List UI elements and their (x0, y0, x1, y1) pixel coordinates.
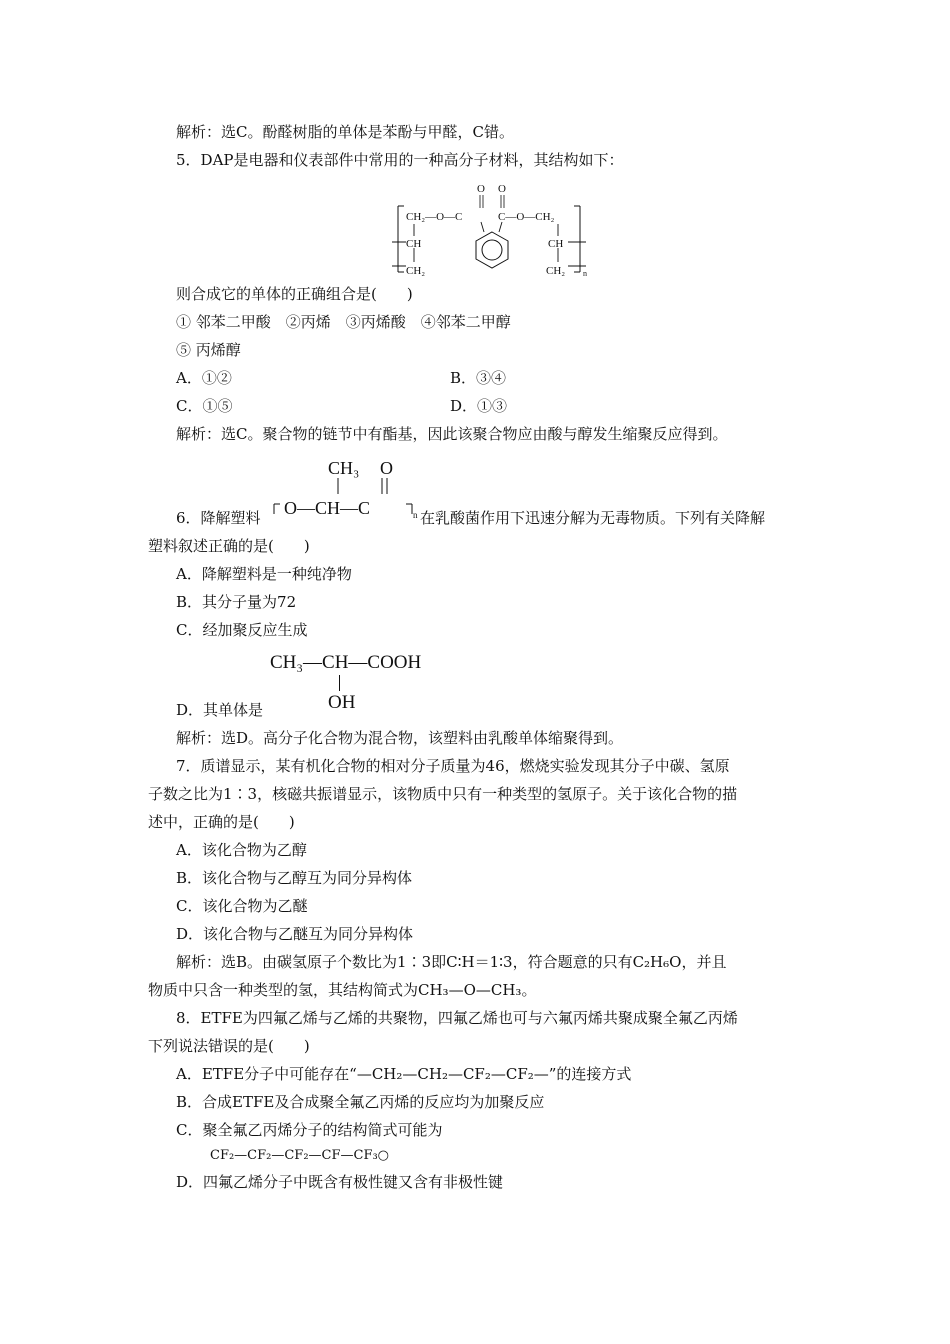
dap-ch-left: CH (406, 238, 422, 250)
q6-option-b: B．其分子量为72 (176, 593, 297, 611)
q5-items-line2: ⑤ 丙烯醇 (176, 341, 241, 359)
q5-option-d: D．①③ (450, 397, 508, 415)
q8-option-c: C．聚全氟乙丙烯分子的结构简式可能为 (176, 1121, 443, 1139)
q6-analysis: 解析：选D。高分子化合物为混合物，该塑料由乳酸单体缩聚得到。 (176, 729, 624, 747)
dap-right-top: C—O—CH₂ (498, 211, 555, 223)
pla-o-top: O (380, 458, 393, 478)
q7-option-c: C．该化合物为乙醚 (176, 897, 308, 915)
q7-option-d: D．该化合物与乙醚互为同分异构体 (176, 925, 414, 943)
q6-stem-suffix: 在乳酸菌作用下迅速分解为无毒物质。下列有关降解 (420, 509, 766, 527)
q6-stem-prefix: 6．降解塑料 (176, 509, 261, 527)
q5-option-c: C．①⑤ (176, 397, 233, 415)
dap-ch2-left: CH₂ (406, 265, 426, 277)
q5-option-b: B．③④ (450, 369, 507, 387)
dap-ch-right: CH (548, 238, 564, 250)
q7-analysis-line1: 解析：选B。由碳氢原子个数比为1∶3即C∶H＝1∶3，符合题意的只有C₂H₆O，并且 (176, 953, 727, 971)
lactic-acid-bond (339, 675, 340, 691)
q7-option-a: A．该化合物为乙醇 (176, 841, 307, 859)
lactic-acid-oh: OH (328, 692, 356, 713)
lactic-acid-formula: CH₃—CH—COOH (270, 652, 422, 673)
q7-option-b: B．该化合物与乙醇互为同分异构体 (176, 869, 413, 887)
q8-option-b: B．合成ETFE及合成聚全氟乙丙烯的反应均为加聚反应 (176, 1093, 545, 1111)
q5-analysis: 解析：选C。聚合物的链节中有酯基，因此该聚合物应由酸与醇发生缩聚反应得到。 (176, 425, 728, 443)
q5-stem: 5．DAP是电器和仪表部件中常用的一种高分子材料，其结构如下： (176, 151, 624, 169)
q8-option-a: A．ETFE分子中可能存在“—CH₂—CH₂—CF₂—CF₂—”的连接方式 (176, 1065, 632, 1083)
dap-ch2-right: CH₂ (546, 265, 566, 277)
q7-analysis-line2: 物质中只含一种类型的氢，其结构简式为CH₃—O—CH₃。 (148, 981, 537, 999)
q7-line1: 7．质谱显示，某有机化合物的相对分子质量为46，燃烧实验发现其分子中碳、氢原 (176, 757, 730, 775)
pla-chain: O—CH—C (284, 498, 371, 518)
q7-line3: 述中，正确的是( ) (148, 813, 295, 831)
q6-option-d: D．其单体是 (176, 701, 264, 719)
dap-carbonyl-o2: O (498, 183, 506, 195)
pla-n: n (413, 510, 418, 520)
q8-line1: 8．ETFE为四氟乙烯与乙烯的共聚物，四氟乙烯也可与六氟丙烯共聚成聚全氟乙丙烯 (176, 1009, 738, 1027)
q6-stem-line2: 塑料叙述正确的是( ) (148, 537, 310, 555)
q6-option-c: C．经加聚反应生成 (176, 621, 308, 639)
dap-carbonyl-o1: O (477, 183, 485, 195)
q6-option-a: A．降解塑料是一种纯净物 (176, 565, 352, 583)
dap-structure-diagram (390, 178, 600, 282)
q5-prompt: 则合成它的单体的正确组合是( ) (176, 285, 413, 303)
dap-n: n (583, 269, 587, 278)
q8-option-c-formula: CF₂—CF₂—CF₂—CF—CF₃○ (210, 1148, 390, 1163)
q5-items-line1: ① 邻苯二甲酸 ②丙烯 ③丙烯酸 ④邻苯二甲醇 (176, 313, 511, 331)
dap-left-top: CH₂—O—C (406, 211, 463, 223)
q4-analysis: 解析：选C。酚醛树脂的单体是苯酚与甲醛，C错。 (176, 123, 514, 141)
q8-option-d: D．四氟乙烯分子中既含有极性键又含有非极性键 (176, 1173, 504, 1191)
q8-line2: 下列说法错误的是( ) (148, 1037, 310, 1055)
polylactic-structure-diagram (268, 454, 420, 524)
q5-option-a: A．①② (176, 369, 232, 387)
q7-line2: 子数之比为1∶3，核磁共振谱显示，该物质中只有一种类型的氢原子。关于该化合物的描 (148, 785, 738, 803)
pla-ch3: CH₃ (328, 458, 360, 478)
